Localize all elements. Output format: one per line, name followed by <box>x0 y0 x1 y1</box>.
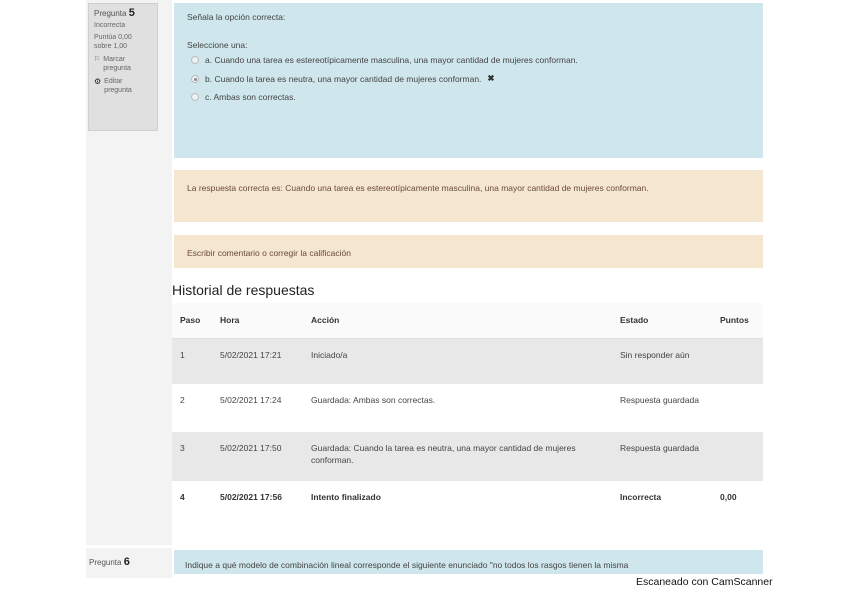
cell-estado: Respuesta guardada <box>612 432 712 481</box>
header-accion: Acción <box>303 303 612 338</box>
radio-b[interactable] <box>191 75 199 83</box>
question-info-6: Pregunta 6 <box>86 548 172 578</box>
question-info-5 <box>88 3 158 131</box>
question-number: 6 <box>123 556 130 568</box>
table-row <box>172 432 763 481</box>
correct-answer-feedback: La respuesta correcta es: Cuando una tarea es estereotípicamente masculina, una mayor cantidad de mujeres conforman. <box>174 170 763 222</box>
cell-paso: 4 <box>172 481 212 527</box>
history-title: Historial de respuestas <box>172 282 315 298</box>
question-number: Pregunta 5 <box>94 7 135 19</box>
option-a[interactable] <box>191 55 750 65</box>
header-estado: Estado <box>612 303 712 338</box>
table-row <box>172 338 763 384</box>
cell-puntos <box>712 432 763 481</box>
cell-estado: Sin responder aún <box>612 338 712 384</box>
question-text-box <box>174 3 763 158</box>
edit-question-link[interactable]: ⚙ Editar pregunta <box>94 77 132 94</box>
cell-hora: 5/02/2021 17:24 <box>212 384 303 432</box>
cell-puntos <box>712 384 763 432</box>
question-status: Incorrecta <box>94 22 126 29</box>
radio-a[interactable] <box>191 56 199 64</box>
cell-accion: Iniciado/a <box>303 338 612 384</box>
cell-estado: Incorrecta <box>612 481 712 527</box>
question-6-text: Indique a qué modelo de combinación lineal corresponde el siguiente enunciado "no todos los rasgos tienen la misma <box>174 550 763 574</box>
cell-accion: Guardada: Ambas son correctas. <box>303 384 612 432</box>
incorrect-icon: ✖ <box>487 73 495 83</box>
select-one-label: Seleccione una: <box>187 40 248 50</box>
cell-paso: 3 <box>172 432 212 481</box>
flag-question-link[interactable]: ⚐ Marcar pregunta <box>94 56 131 72</box>
header-hora: Hora <box>212 303 303 338</box>
table-row <box>172 481 763 527</box>
option-c[interactable] <box>191 92 750 102</box>
cell-hora: 5/02/2021 17:50 <box>212 432 303 481</box>
cell-accion: Intento finalizado <box>303 481 612 527</box>
cell-puntos: 0,00 <box>712 481 763 527</box>
radio-c[interactable] <box>191 93 199 101</box>
scanner-watermark: Escaneado con CamScanner <box>636 576 773 588</box>
cell-hora: 5/02/2021 17:21 <box>212 338 303 384</box>
cell-accion: Guardada: Cuando la tarea es neutra, una mayor cantidad de mujeres conforman. <box>303 432 612 481</box>
comment-link[interactable]: Escribir comentario o corregir la calificación <box>174 235 763 268</box>
history-header-row <box>172 303 763 338</box>
option-c-text: c. Ambas son correctas. <box>205 92 296 102</box>
table-row <box>172 384 763 432</box>
flag-icon: ⚐ <box>94 56 101 63</box>
question-score-1: Puntúa 0,00 <box>94 34 132 41</box>
cell-puntos <box>712 338 763 384</box>
cell-hora: 5/02/2021 17:56 <box>212 481 303 527</box>
cell-paso: 2 <box>172 384 212 432</box>
option-b[interactable] <box>191 73 750 84</box>
cell-paso: 1 <box>172 338 212 384</box>
option-b-text: b. Cuando la tarea es neutra, una mayor cantidad de mujeres conforman. <box>205 73 482 84</box>
option-a-text: a. Cuando una tarea es estereotípicamente masculina, una mayor cantidad de mujeres conforman. <box>205 55 578 65</box>
cell-estado: Respuesta guardada <box>612 384 712 432</box>
gear-icon: ⚙ <box>94 77 102 86</box>
question-prompt: Señala la opción correcta: <box>187 12 286 22</box>
question-score-2: sobre 1,00 <box>94 43 128 50</box>
history-table <box>172 303 763 527</box>
header-puntos: Puntos <box>712 303 763 338</box>
header-paso: Paso <box>172 303 212 338</box>
